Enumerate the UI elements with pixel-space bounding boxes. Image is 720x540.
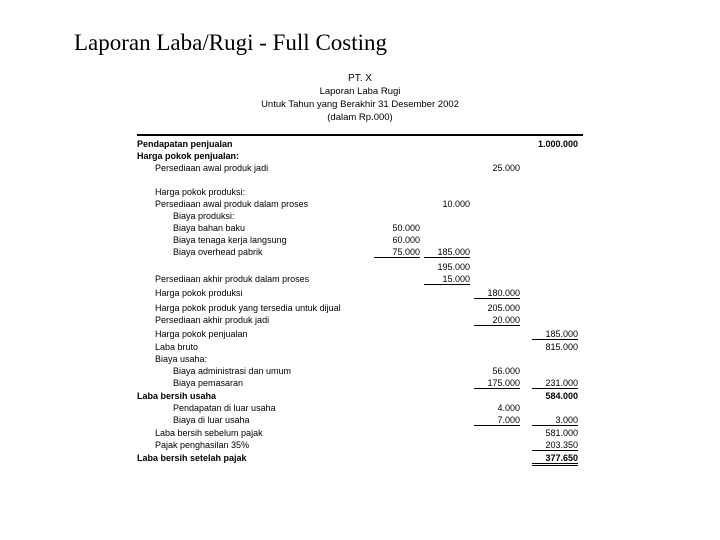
amount: 205.000	[487, 303, 520, 313]
slide-title: Laporan Laba/Rugi - Full Costing	[74, 30, 388, 55]
row-label: Biaya pemasaran	[173, 378, 244, 388]
amount: 20.000	[474, 315, 520, 326]
row-label: Laba bersih usaha	[137, 391, 217, 401]
company-name: PT. X	[348, 73, 372, 84]
row-label: Biaya di luar usaha	[173, 415, 250, 425]
row-persediaan-awal-produk-jadi	[137, 163, 583, 176]
row-label: Pendapatan di luar usaha	[173, 403, 276, 413]
report-name: Laporan Laba Rugi	[319, 86, 401, 97]
amount: 50.000	[392, 223, 420, 233]
report-period: Untuk Tahun yang Berakhir 31 Desember 2002	[261, 99, 459, 110]
row-label: Harga pokok penjualan	[155, 329, 248, 339]
row-biaya-pemasaran	[137, 378, 583, 391]
amount: 185.000	[424, 247, 470, 258]
amount: 185.000	[532, 329, 578, 340]
row-label: Harga pokok produksi	[155, 288, 243, 298]
amount: 7.000	[474, 415, 520, 426]
row-biaya-overhead-pabrik	[137, 247, 583, 260]
amount: 195.000	[437, 262, 470, 272]
amount: 1.000.000	[537, 139, 578, 149]
row-persediaan-akhir-produk-jadi	[137, 315, 583, 328]
row-label: Biaya administrasi dan umum	[173, 366, 292, 376]
amount: 180.000	[474, 288, 520, 299]
row-label: Persediaan akhir produk dalam proses	[155, 274, 310, 284]
row-label: Pajak penghasilan 35%	[155, 440, 250, 450]
amount: 10.000	[442, 199, 470, 209]
amount: 203.350	[532, 440, 578, 451]
row-biaya-luar-usaha	[137, 415, 583, 428]
row-label: Persediaan awal produk dalam proses	[155, 199, 309, 209]
currency-unit: (dalam Rp.000)	[327, 112, 393, 123]
row-harga-pokok-penjualan	[137, 329, 583, 342]
amount: 584.000	[545, 391, 578, 401]
row-label: Laba bruto	[155, 342, 199, 352]
row-label: Biaya produksi:	[173, 211, 235, 221]
amount: 3.000	[532, 415, 578, 426]
row-label: Harga pokok penjualan:	[137, 151, 240, 161]
amount: 56.000	[492, 366, 520, 376]
amount: 581.000	[545, 428, 578, 438]
row-label: Biaya overhead pabrik	[173, 247, 263, 257]
row-label: Pendapatan penjualan	[137, 139, 233, 149]
table-top-rule	[137, 134, 583, 136]
row-label: Harga pokok produksi:	[155, 187, 246, 197]
amount: 15.000	[424, 274, 470, 285]
row-label: Laba bersih sebelum pajak	[155, 428, 263, 438]
row-laba-setelah-pajak	[137, 453, 583, 466]
row-label: Biaya bahan baku	[173, 223, 246, 233]
amount: 4.000	[497, 403, 520, 413]
amount: 231.000	[532, 378, 578, 389]
amount: 175.000	[474, 378, 520, 389]
row-label: Persediaan awal produk jadi	[155, 163, 269, 173]
row-harga-pokok-produksi	[137, 288, 583, 301]
row-label: Biaya tenaga kerja langsung	[173, 235, 287, 245]
row-persediaan-akhir-dalam-proses	[137, 274, 583, 287]
amount: 25.000	[492, 163, 520, 173]
row-label: Harga pokok produk yang tersedia untuk dijual	[155, 303, 341, 313]
row-label: Persediaan akhir produk jadi	[155, 315, 270, 325]
amount: 815.000	[545, 342, 578, 352]
amount: 75.000	[374, 247, 420, 258]
amount: 60.000	[392, 235, 420, 245]
amount: 377.650	[532, 453, 578, 466]
row-label: Biaya usaha:	[155, 354, 208, 364]
row-label: Laba bersih setelah pajak	[137, 453, 247, 463]
row-pajak-penghasilan	[137, 440, 583, 453]
